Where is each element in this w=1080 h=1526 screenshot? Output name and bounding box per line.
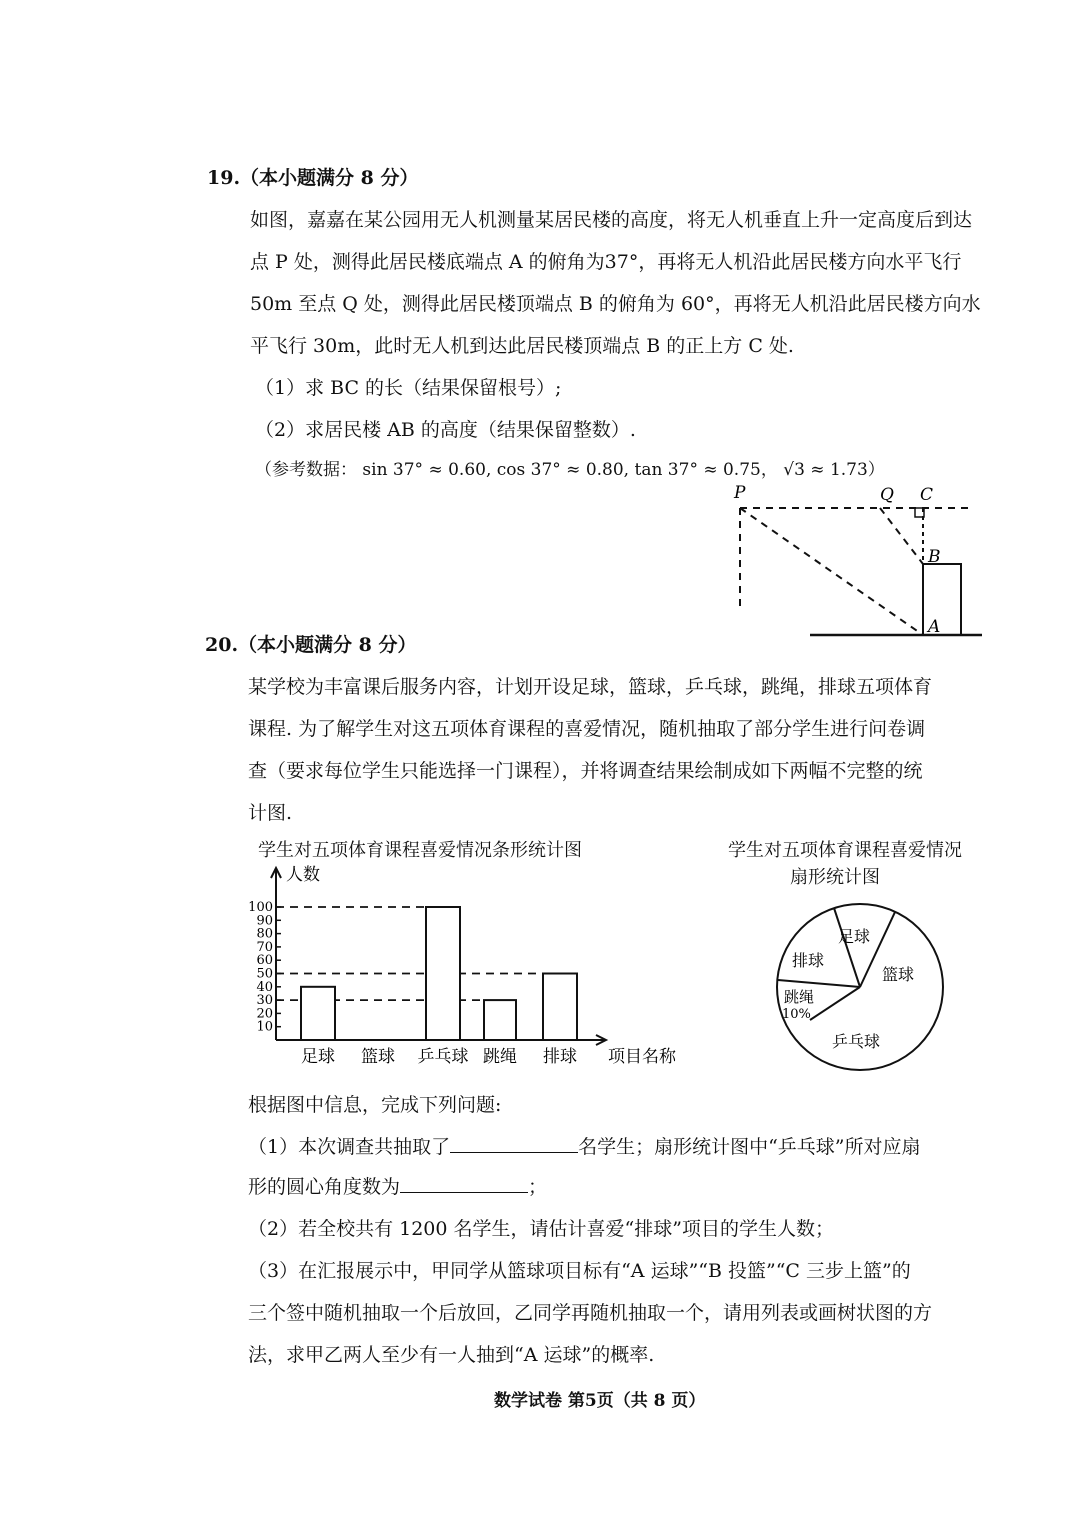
- bar-chart-x-tick-label: 排球: [543, 1047, 577, 1067]
- q20-text-line-3: 查（要求每位学生只能选择一门课程），并将调查结果绘制成如下两幅不完整的统: [248, 760, 923, 782]
- q20-part-3-line-2: 三个签中随机抽取一个后放回，乙同学再随机抽取一个，请用列表或画树状图的方: [248, 1302, 933, 1324]
- bar-chart-y-tick-label: 10: [256, 1019, 273, 1035]
- label-a: A: [928, 617, 941, 637]
- bar-4: [543, 974, 577, 1041]
- pie-chart-title-line-1: 学生对五项体育课程喜爱情况: [728, 840, 962, 861]
- q20-text-line-2: 课程. 为了解学生对这五项体育课程的喜爱情况，随机抽取了部分学生进行问卷调: [248, 718, 926, 740]
- bar-chart-y-tick-label: 50: [256, 966, 273, 982]
- bar-chart-x-tick-label: 足球: [301, 1047, 335, 1067]
- q20-part-1-line-2: [248, 1172, 547, 1199]
- pie-label-pingpong: 乒乓球: [832, 1032, 881, 1051]
- bar-chart-y-tick-label: 20: [256, 1006, 273, 1022]
- bar-chart-ylabel: 人数: [286, 865, 320, 885]
- bar-chart-y-tick-label: 30: [256, 993, 273, 1009]
- q20-text-line-4: 计图.: [248, 802, 293, 824]
- bar-chart-y-tick-label: 80: [256, 926, 273, 942]
- q20-part-3-line-3: 法，求甲乙两人至少有一人抽到“A 运球”的概率.: [248, 1344, 655, 1366]
- q20-part-3-line-1: （3）在汇报展示中，甲同学从篮球项目标有“A 运球”“B 投篮”“C 三步上篮”的: [248, 1260, 911, 1282]
- bar-chart: [238, 862, 708, 1074]
- q19-text-line-1: 如图，嘉嘉在某公园用无人机测量某居民楼的高度，将无人机垂直上升一定高度后到达: [250, 209, 973, 231]
- pie-chart-title-line-2: 扇形统计图: [790, 867, 880, 888]
- bar-chart-xlabel: 项目名称: [608, 1047, 676, 1067]
- label-b: B: [928, 547, 941, 567]
- bar-chart-y-tick-label: 100: [248, 900, 273, 915]
- bar-chart-y-tick-label: 90: [256, 913, 273, 929]
- bar-chart-y-tick-label: 40: [256, 979, 273, 995]
- q19-part-1: （1）求 BC 的长（结果保留根号）;: [255, 377, 562, 399]
- pie-label-jumprope: 跳绳: [784, 988, 815, 1006]
- bar-chart-y-tick-label: 60: [256, 953, 273, 969]
- bar-0: [301, 987, 335, 1040]
- q19-reference-data: （参考数据： sin 37° ≈ 0.60, cos 37° ≈ 0.80, tan 37° ≈ 0.75， √3 ≈ 1.73）: [255, 460, 885, 480]
- bar-2: [426, 907, 460, 1040]
- drone-geometry-figure: [720, 478, 1000, 648]
- bar-chart-bars: [301, 907, 577, 1067]
- q20-text-line-1: 某学校为丰富课后服务内容，计划开设足球，篮球，乒乓球，跳绳，排球五项体育: [248, 676, 933, 698]
- q20-part-1-d: ；: [528, 1176, 548, 1198]
- q19-heading: 19.（本小题满分 8 分）: [207, 167, 419, 189]
- pie-label-football: 足球: [838, 927, 871, 946]
- bar-3: [484, 1000, 516, 1040]
- q20-part-1-c: 形的圆心角度数为: [248, 1176, 401, 1198]
- q20-instruction: 根据图中信息，完成下列问题:: [248, 1094, 502, 1116]
- label-c: C: [920, 485, 934, 505]
- pie-divider-5: [860, 987, 935, 1018]
- pie-divider-4: [778, 980, 860, 987]
- q19-part-2: （2）求居民楼 AB 的高度（结果保留整数）.: [255, 419, 636, 441]
- q20-part-1-line-1: [248, 1132, 921, 1159]
- line-pa: [740, 508, 923, 635]
- label-q: Q: [880, 485, 894, 505]
- pie-chart: [770, 900, 950, 1080]
- q20-heading: 20.（本小题满分 8 分）: [205, 634, 417, 656]
- q20-part-1-b: 名学生；扇形统计图中“乒乓球”所对应扇: [578, 1136, 921, 1158]
- q20-part-2: （2）若全校共有 1200 名学生，请估计喜爱“排球”项目的学生人数；: [248, 1218, 834, 1240]
- bar-chart-x-tick-label: 乒乓球: [417, 1047, 469, 1067]
- label-p: P: [734, 483, 746, 503]
- pie-label-basketball: 篮球: [882, 965, 915, 984]
- pie-label-volleyball: 排球: [792, 951, 825, 970]
- answer-blank-central-angle[interactable]: [400, 1174, 528, 1193]
- bar-chart-title: 学生对五项体育课程喜爱情况条形统计图: [258, 840, 582, 861]
- bar-chart-y-tick-label: 70: [256, 939, 273, 955]
- pie-label-jumprope-percent: 10%: [782, 1007, 811, 1022]
- q19-text-line-3: 50m 至点 Q 处，测得此居民楼顶端点 B 的俯角为 60°，再将无人机沿此居民楼方向水: [250, 293, 981, 315]
- answer-blank-total-students[interactable]: [450, 1134, 578, 1153]
- q19-text-line-2: 点 P 处，测得此居民楼底端点 A 的俯角为37°，再将无人机沿此居民楼方向水平飞行: [250, 251, 962, 273]
- page-footer: 数学试卷 第5页（共 8 页）: [494, 1391, 706, 1411]
- pie-divider-1: [834, 908, 860, 987]
- bar-chart-x-tick-label: 跳绳: [483, 1047, 517, 1067]
- q20-part-1-a: （1）本次调查共抽取了: [248, 1136, 451, 1158]
- bar-chart-x-tick-label: 篮球: [361, 1047, 395, 1067]
- pie-divider-3: [810, 987, 860, 1020]
- q19-text-line-4: 平飞行 30m，此时无人机到达此居民楼顶端点 B 的正上方 C 处.: [250, 335, 794, 357]
